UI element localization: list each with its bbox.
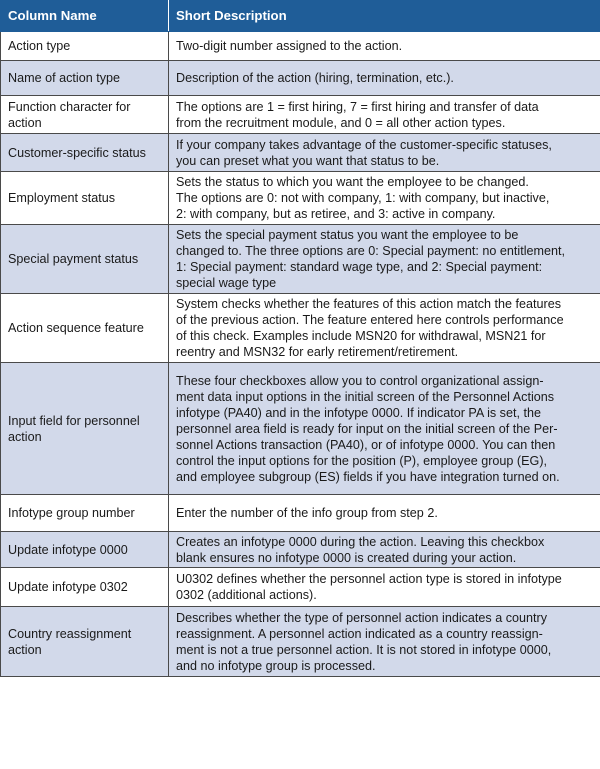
description-line: blank ensures no infotype 0000 is created during your action. xyxy=(176,550,517,565)
description-cell xyxy=(169,495,600,532)
description-line: from the recruitment module, and 0 = all other action types. xyxy=(176,115,506,130)
description-line: 0302 (additional actions). xyxy=(176,588,317,602)
column-name-cell: Update infotype 0302 xyxy=(1,568,169,607)
header-short-description: Short Description xyxy=(169,1,600,32)
table-row xyxy=(1,225,600,294)
description-cell xyxy=(169,294,600,363)
description-line: If your company takes advantage of the customer-specific statuses, xyxy=(176,137,552,152)
description-line: U0302 defines whether the personnel action type is stored in infotype xyxy=(176,572,562,586)
column-name-cell: Action sequence feature xyxy=(1,294,169,363)
description-line: System checks whether the features of this action match the features xyxy=(176,297,562,311)
description-line: and no infotype group is processed. xyxy=(176,658,376,673)
description-line: of this check. Examples include MSN20 for withdrawal, MSN21 for xyxy=(176,329,546,343)
description-line: changed to. The three options are 0: Special payment: no entitlement, xyxy=(176,244,566,258)
description-line: reentry and MSN32 for early retirement/retirement. xyxy=(176,345,459,359)
description-line: Description of the action (hiring, termination, etc.). xyxy=(176,71,454,85)
table-row xyxy=(1,294,600,363)
column-name-cell: Name of action type xyxy=(1,61,169,96)
table-row xyxy=(1,61,600,96)
description-line: infotype (PA40) and in the infotype 0000. If indicator PA is set, the xyxy=(176,405,541,420)
table-row xyxy=(1,96,600,134)
description-line: reassignment. A personnel action indicated as a country reassign- xyxy=(176,626,543,641)
description-cell xyxy=(169,32,600,61)
column-name-cell: Customer-specific status xyxy=(1,134,169,172)
description-cell xyxy=(169,61,600,96)
column-name-cell: Action type xyxy=(1,32,169,61)
description-line: These four checkboxes allow you to control organizational assign- xyxy=(176,373,544,388)
description-line: The options are 0: not with company, 1: with company, but inactive, xyxy=(176,191,550,205)
description-line: The options are 1 = first hiring, 7 = first hiring and transfer of data xyxy=(176,99,539,114)
description-cell xyxy=(169,96,600,134)
description-cell xyxy=(169,568,600,607)
description-line: ment data input options in the initial screen of the Personnel Actions xyxy=(176,389,555,404)
column-name-cell: Employment status xyxy=(1,172,169,225)
description-line: and employee subgroup (ES) fields if you have integration turned on. xyxy=(176,469,560,484)
description-cell xyxy=(169,363,600,495)
description-line: Sets the special payment status you want the employee to be xyxy=(176,228,519,242)
description-line: personnel area field is ready for input on the initial screen of the Per- xyxy=(176,421,558,436)
description-line: 1: Special payment: standard wage type, and 2: Special payment: xyxy=(176,260,543,274)
column-name-cell: Update infotype 0000 xyxy=(1,532,169,568)
header-column-name: Column Name xyxy=(1,1,169,32)
description-line: Two-digit number assigned to the action. xyxy=(176,39,403,53)
description-line: Describes whether the type of personnel action indicates a country xyxy=(176,610,548,625)
table-row xyxy=(1,568,600,607)
table-row xyxy=(1,32,600,61)
description-cell xyxy=(169,172,600,225)
table-row xyxy=(1,134,600,172)
table-row xyxy=(1,172,600,225)
table-row xyxy=(1,532,600,568)
description-cell xyxy=(169,532,600,568)
description-line: of the previous action. The feature entered here controls performance xyxy=(176,313,564,327)
description-cell xyxy=(169,607,600,677)
description-line: you can preset what you want that status to be. xyxy=(176,153,440,168)
header-row xyxy=(1,1,600,32)
description-line: special wage type xyxy=(176,276,277,290)
table-row xyxy=(1,607,600,677)
column-name-cell: Country reassignment action xyxy=(1,607,169,677)
column-name-cell: Function character for action xyxy=(1,96,169,134)
column-name-cell: Special payment status xyxy=(1,225,169,294)
description-line: control the input options for the position (P), employee group (EG), xyxy=(176,453,548,468)
column-name-cell: Infotype group number xyxy=(1,495,169,532)
table-row xyxy=(1,495,600,532)
table-row xyxy=(1,363,600,495)
description-line: Enter the number of the info group from step 2. xyxy=(176,506,438,520)
column-name-cell: Input field for personnel action xyxy=(1,363,169,495)
description-line: Sets the status to which you want the employee to be changed. xyxy=(176,175,529,189)
description-line: sonnel Actions transaction (PA40), or of infotype 0000. You can then xyxy=(176,437,556,452)
description-line: 2: with company, but as retiree, and 3: active in company. xyxy=(176,207,496,221)
description-line: Creates an infotype 0000 during the action. Leaving this checkbox xyxy=(176,534,545,549)
description-cell xyxy=(169,225,600,294)
description-line: ment is not a true personnel action. It is not stored in infotype 0000, xyxy=(176,642,552,657)
description-cell xyxy=(169,134,600,172)
